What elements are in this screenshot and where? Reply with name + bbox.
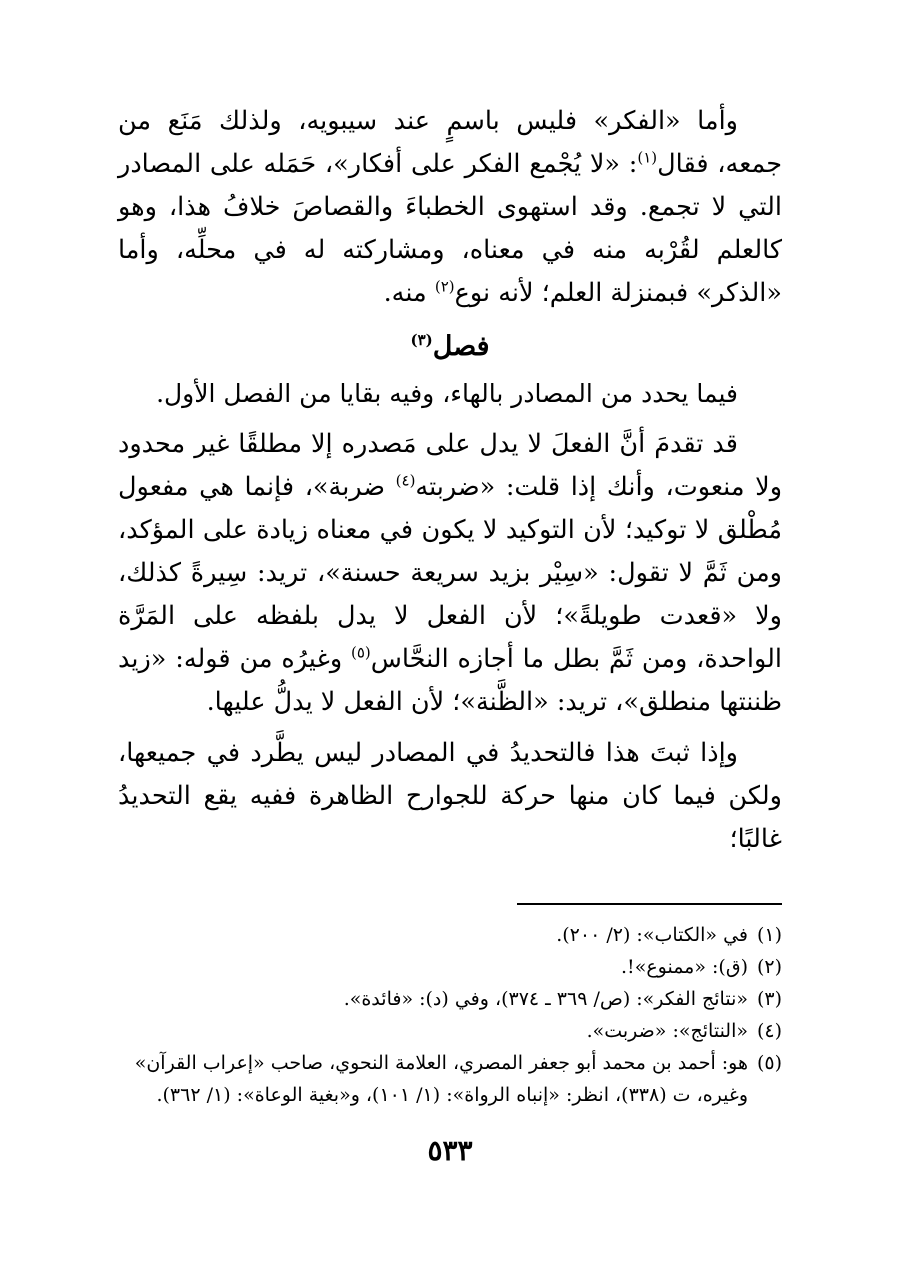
footnote-number: (٣) bbox=[756, 988, 782, 1010]
footnote-ref-4[interactable]: (٤) bbox=[395, 471, 416, 490]
footnote-text: «نتائج الفكر»: (ص/ ٣٦٩ ـ ٣٧٤)، وفي (د): «فائدة». bbox=[343, 988, 748, 1010]
footnote-number: (١) bbox=[756, 924, 782, 946]
paragraph-2-text-c: وغيرُه من قوله: «زيد ظننتها منطلق»، تريد: «الظَّنة»؛ لأن الفعل لا يدلُّ عليها. bbox=[118, 644, 782, 717]
section-heading bbox=[118, 327, 782, 367]
section-subheading: فيما يحدد من المصادر بالهاء، وفيه بقايا من الفصل الأول. bbox=[156, 379, 738, 408]
footnote-divider bbox=[517, 903, 782, 905]
footnote-item bbox=[118, 919, 782, 951]
footnote-item bbox=[118, 951, 782, 983]
paragraph-1-text-b: : «لا يُجْمع الفكر على أفكار»، حَمَله على المصادر التي لا تجمع. وقد استهوى الخطباءَ والقصاصَ خلافُ هذا، وهو كالعلم لقُرْبه منه في معناه، ومشاركته له في محلِّه، وأما «الذكر» فبمنزلة العلم؛ لأنه نوع bbox=[118, 149, 782, 308]
footnote-item bbox=[118, 1047, 782, 1111]
footnote-ref-5[interactable]: (٥) bbox=[350, 643, 371, 662]
footnote-ref-3[interactable]: (٣) bbox=[410, 331, 433, 349]
paragraph-2-text-a: قد تقدمَ أنَّ الفعلَ لا يدل على مَصدره إلا مطلقًا غير محدود ولا منعوت، وأنك إذا قلت: «ضربته bbox=[118, 429, 783, 502]
footnote-ref-1[interactable]: (١) bbox=[637, 148, 658, 167]
footnote-text: «النتائج»: «ضربت». bbox=[586, 1020, 748, 1042]
footnote-text: (ق): «ممنوع»!. bbox=[621, 956, 748, 978]
footnotes-list bbox=[118, 919, 782, 1111]
paragraph-2 bbox=[118, 423, 782, 724]
footnote-number: (٢) bbox=[756, 956, 782, 978]
footnote-item bbox=[118, 1015, 782, 1047]
footnote-number: (٤) bbox=[756, 1020, 782, 1042]
paragraph-3: وإذا ثبتَ هذا فالتحديدُ في المصادر ليس يطَّرد في جميعها، ولكن فيما كان منها حركة للجوارح الظاهرة ففيه يقع التحديدُ غالبًا؛ bbox=[118, 738, 782, 854]
paragraph-1-text-c: منه. bbox=[383, 278, 435, 308]
paragraph-1-text-a: وأما «الفكر» فليس باسمٍ عند سيبويه، ولذلك مَنَع من جمعه، فقال bbox=[118, 106, 782, 179]
page-number: ٥٣٣ bbox=[427, 1134, 473, 1167]
footnote-item bbox=[118, 983, 782, 1015]
footnote-number: (٥) bbox=[756, 1052, 782, 1074]
paragraph-1 bbox=[118, 100, 782, 315]
section-heading-text: فصل bbox=[432, 331, 490, 362]
footnote-ref-2[interactable]: (٢) bbox=[434, 277, 455, 296]
footnote-text: في «الكتاب»: (٢/ ٢٠٠). bbox=[556, 924, 748, 946]
footnote-text: هو: أحمد بن محمد أبو جعفر المصري، العلامة النحوي، صاحب «إعراب القرآن» وغيره، ت (٣٣٨)، انظر: «إنباه الرواة»: (١/ ١٠١)، و«بغية الوعاة»: (١/ ٣٦٢). bbox=[134, 1052, 748, 1106]
paragraph-2-text-b: ضربة»، فإنما هي مفعول مُطْلق لا توكيد؛ لأن التوكيد لا يكون في معناه زيادة على المؤكد، ومن ثَمَّ لا تقول: «سِيْر بزيد سريعة حسنة»، تريد: سِيرةً كذلك، ولا «قعدت طويلةً»؛ لأن الفعل لا يدل بلفظه على المَرَّة الواحدة، ومن ثَمَّ بطل ما أجازه النحَّاس bbox=[118, 472, 782, 674]
